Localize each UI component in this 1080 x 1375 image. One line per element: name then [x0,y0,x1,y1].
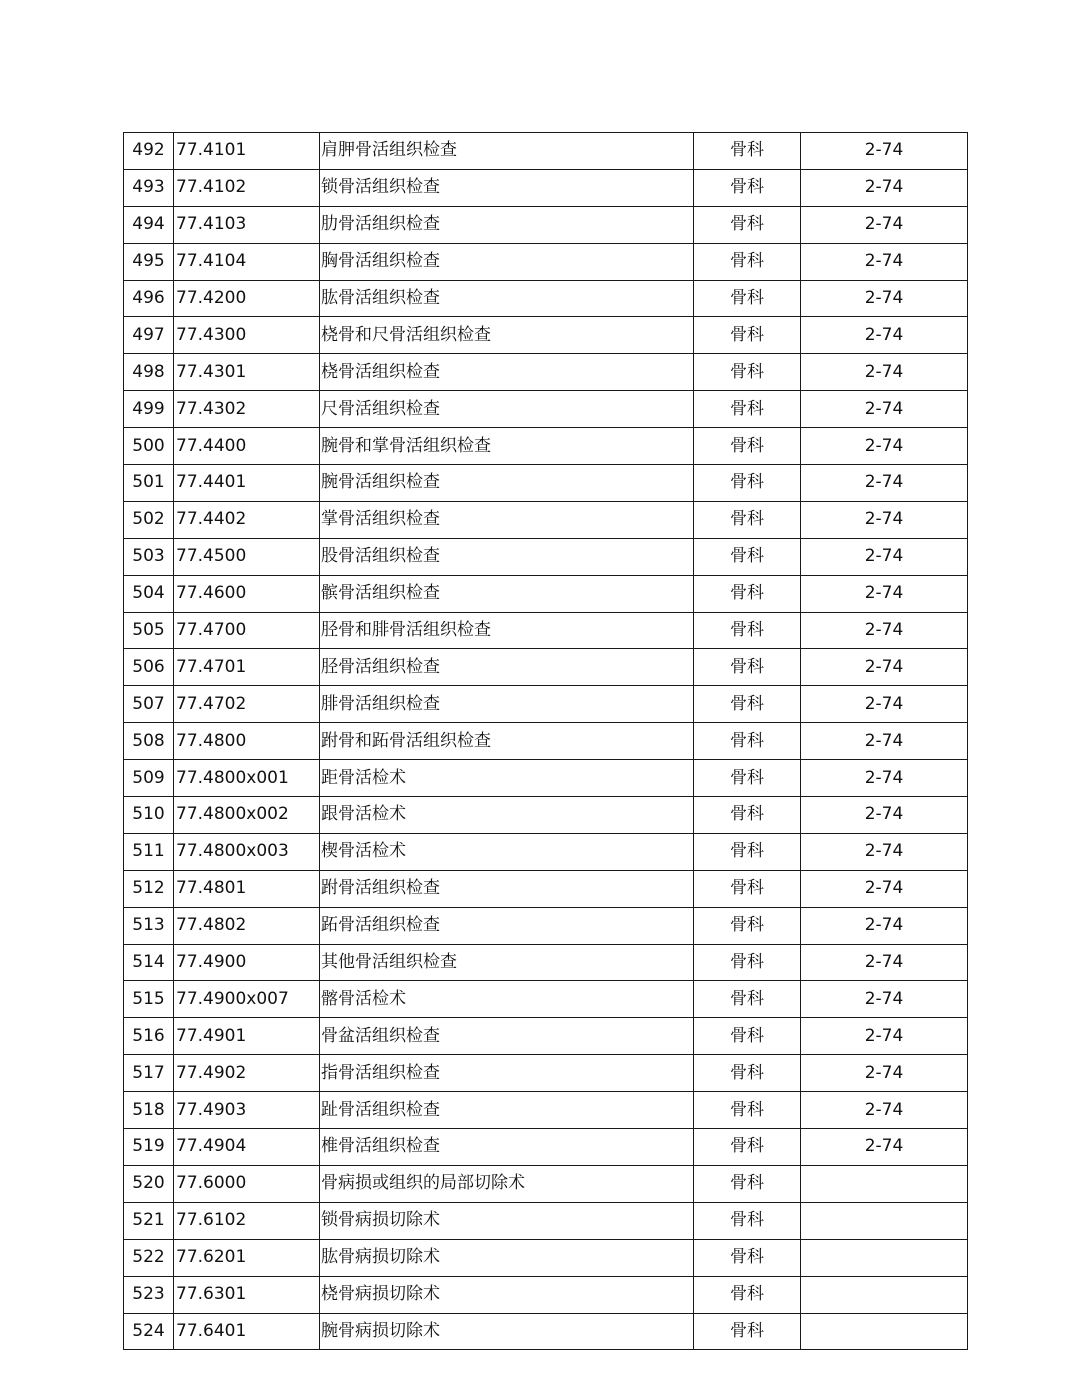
department: 骨科 [694,723,801,760]
procedure-name: 腕骨和掌骨活组织检查 [320,428,694,465]
table-row [124,981,968,1018]
procedure-code: 77.6201 [174,1239,320,1276]
table-row [124,538,968,575]
category-code: 2-74 [801,686,968,723]
row-number: 509 [124,760,174,797]
category-code [801,1239,968,1276]
procedure-code: 77.4800 [174,723,320,760]
table-row [124,428,968,465]
table-row [124,1239,968,1276]
procedure-name: 掌骨活组织检查 [320,501,694,538]
department: 骨科 [694,1055,801,1092]
category-code: 2-74 [801,317,968,354]
row-number: 521 [124,1202,174,1239]
table-row [124,723,968,760]
department: 骨科 [694,649,801,686]
procedure-name: 尺骨活组织检查 [320,391,694,428]
procedure-name: 其他骨活组织检查 [320,944,694,981]
procedure-name: 胫骨活组织检查 [320,649,694,686]
category-code: 2-74 [801,280,968,317]
table-row [124,1165,968,1202]
procedure-code: 77.4903 [174,1092,320,1129]
department: 骨科 [694,760,801,797]
table-row [124,1276,968,1313]
category-code: 2-74 [801,1018,968,1055]
row-number: 499 [124,391,174,428]
table-row [124,649,968,686]
category-code [801,1165,968,1202]
procedure-table [123,132,968,1350]
department: 骨科 [694,1018,801,1055]
procedure-name: 跗骨活组织检查 [320,870,694,907]
department: 骨科 [694,981,801,1018]
procedure-name: 锁骨病损切除术 [320,1202,694,1239]
row-number: 500 [124,428,174,465]
table-row [124,575,968,612]
table-row [124,317,968,354]
category-code [801,1276,968,1313]
procedure-code: 77.4101 [174,133,320,170]
category-code: 2-74 [801,723,968,760]
department: 骨科 [694,1202,801,1239]
procedure-name: 肩胛骨活组织检查 [320,133,694,170]
procedure-code: 77.4104 [174,243,320,280]
row-number: 519 [124,1129,174,1166]
procedure-code: 77.4800x002 [174,797,320,834]
procedure-table-body [124,133,968,1350]
row-number: 494 [124,206,174,243]
category-code: 2-74 [801,760,968,797]
row-number: 505 [124,612,174,649]
procedure-name: 桡骨和尺骨活组织检查 [320,317,694,354]
procedure-code: 77.4802 [174,907,320,944]
category-code: 2-74 [801,833,968,870]
department: 骨科 [694,686,801,723]
row-number: 510 [124,797,174,834]
department: 骨科 [694,501,801,538]
procedure-code: 77.6401 [174,1313,320,1350]
procedure-name: 跟骨活检术 [320,797,694,834]
table-row [124,797,968,834]
procedure-code: 77.4801 [174,870,320,907]
procedure-name: 髌骨活组织检查 [320,575,694,612]
procedure-code: 77.4401 [174,465,320,502]
table-row [124,686,968,723]
table-row [124,1055,968,1092]
row-number: 504 [124,575,174,612]
category-code: 2-74 [801,1129,968,1166]
row-number: 523 [124,1276,174,1313]
department: 骨科 [694,538,801,575]
procedure-code: 77.4102 [174,169,320,206]
procedure-code: 77.4500 [174,538,320,575]
procedure-name: 桡骨活组织检查 [320,354,694,391]
department: 骨科 [694,833,801,870]
row-number: 498 [124,354,174,391]
procedure-code: 77.4600 [174,575,320,612]
table-row [124,944,968,981]
department: 骨科 [694,169,801,206]
procedure-name: 股骨活组织检查 [320,538,694,575]
department: 骨科 [694,317,801,354]
table-row [124,169,968,206]
row-number: 522 [124,1239,174,1276]
procedure-code: 77.6301 [174,1276,320,1313]
procedure-name: 趾骨活组织检查 [320,1092,694,1129]
row-number: 506 [124,649,174,686]
procedure-code: 77.4800x001 [174,760,320,797]
procedure-code: 77.4800x003 [174,833,320,870]
procedure-code: 77.4904 [174,1129,320,1166]
category-code [801,1313,968,1350]
category-code: 2-74 [801,1092,968,1129]
row-number: 513 [124,907,174,944]
department: 骨科 [694,243,801,280]
procedure-name: 椎骨活组织检查 [320,1129,694,1166]
procedure-code: 77.4901 [174,1018,320,1055]
procedure-name: 骨病损或组织的局部切除术 [320,1165,694,1202]
table-row [124,760,968,797]
category-code: 2-74 [801,575,968,612]
procedure-code: 77.4200 [174,280,320,317]
row-number: 507 [124,686,174,723]
row-number: 518 [124,1092,174,1129]
department: 骨科 [694,133,801,170]
procedure-code: 77.4900x007 [174,981,320,1018]
category-code: 2-74 [801,907,968,944]
department: 骨科 [694,870,801,907]
procedure-name: 骨盆活组织检查 [320,1018,694,1055]
procedure-name: 髂骨活检术 [320,981,694,1018]
procedure-name: 腕骨病损切除术 [320,1313,694,1350]
row-number: 514 [124,944,174,981]
department: 骨科 [694,1165,801,1202]
row-number: 492 [124,133,174,170]
procedure-code: 77.4402 [174,501,320,538]
department: 骨科 [694,1276,801,1313]
row-number: 496 [124,280,174,317]
category-code: 2-74 [801,870,968,907]
procedure-name: 腓骨活组织检查 [320,686,694,723]
department: 骨科 [694,1239,801,1276]
row-number: 501 [124,465,174,502]
category-code: 2-74 [801,797,968,834]
category-code: 2-74 [801,944,968,981]
procedure-code: 77.4701 [174,649,320,686]
procedure-name: 楔骨活检术 [320,833,694,870]
row-number: 516 [124,1018,174,1055]
row-number: 495 [124,243,174,280]
procedure-code: 77.4902 [174,1055,320,1092]
table-row [124,206,968,243]
procedure-name: 腕骨活组织检查 [320,465,694,502]
procedure-code: 77.4301 [174,354,320,391]
procedure-name: 距骨活检术 [320,760,694,797]
department: 骨科 [694,1092,801,1129]
row-number: 520 [124,1165,174,1202]
department: 骨科 [694,391,801,428]
row-number: 503 [124,538,174,575]
category-code: 2-74 [801,243,968,280]
procedure-name: 跖骨活组织检查 [320,907,694,944]
procedure-code: 77.4302 [174,391,320,428]
procedure-name: 肱骨病损切除术 [320,1239,694,1276]
procedure-name: 跗骨和跖骨活组织检查 [320,723,694,760]
table-row [124,391,968,428]
department: 骨科 [694,575,801,612]
procedure-code: 77.4300 [174,317,320,354]
department: 骨科 [694,944,801,981]
category-code: 2-74 [801,981,968,1018]
category-code: 2-74 [801,649,968,686]
department: 骨科 [694,612,801,649]
department: 骨科 [694,206,801,243]
row-number: 502 [124,501,174,538]
department: 骨科 [694,465,801,502]
row-number: 512 [124,870,174,907]
procedure-name: 锁骨活组织检查 [320,169,694,206]
procedure-name: 胸骨活组织检查 [320,243,694,280]
category-code: 2-74 [801,133,968,170]
department: 骨科 [694,1129,801,1166]
category-code: 2-74 [801,465,968,502]
category-code: 2-74 [801,538,968,575]
category-code [801,1202,968,1239]
category-code: 2-74 [801,428,968,465]
procedure-code: 77.4702 [174,686,320,723]
category-code: 2-74 [801,1055,968,1092]
row-number: 497 [124,317,174,354]
department: 骨科 [694,280,801,317]
table-row [124,280,968,317]
category-code: 2-74 [801,501,968,538]
table-row [124,243,968,280]
table-row [124,870,968,907]
row-number: 508 [124,723,174,760]
table-row [124,501,968,538]
procedure-code: 77.4900 [174,944,320,981]
department: 骨科 [694,354,801,391]
category-code: 2-74 [801,169,968,206]
row-number: 511 [124,833,174,870]
category-code: 2-74 [801,612,968,649]
table-row [124,612,968,649]
department: 骨科 [694,1313,801,1350]
category-code: 2-74 [801,206,968,243]
row-number: 517 [124,1055,174,1092]
table-row [124,907,968,944]
procedure-name: 胫骨和腓骨活组织检查 [320,612,694,649]
table-row [124,465,968,502]
table-row [124,833,968,870]
table-row [124,1313,968,1350]
department: 骨科 [694,797,801,834]
row-number: 515 [124,981,174,1018]
category-code: 2-74 [801,354,968,391]
procedure-name: 指骨活组织检查 [320,1055,694,1092]
table-row [124,1202,968,1239]
table-row [124,1092,968,1129]
department: 骨科 [694,907,801,944]
row-number: 493 [124,169,174,206]
procedure-code: 77.4103 [174,206,320,243]
procedure-name: 桡骨病损切除术 [320,1276,694,1313]
table-row [124,133,968,170]
table-row [124,1129,968,1166]
category-code: 2-74 [801,391,968,428]
table-row [124,1018,968,1055]
procedure-name: 肋骨活组织检查 [320,206,694,243]
procedure-code: 77.4400 [174,428,320,465]
department: 骨科 [694,428,801,465]
procedure-code: 77.4700 [174,612,320,649]
table-row [124,354,968,391]
procedure-code: 77.6102 [174,1202,320,1239]
row-number: 524 [124,1313,174,1350]
procedure-name: 肱骨活组织检查 [320,280,694,317]
procedure-code: 77.6000 [174,1165,320,1202]
